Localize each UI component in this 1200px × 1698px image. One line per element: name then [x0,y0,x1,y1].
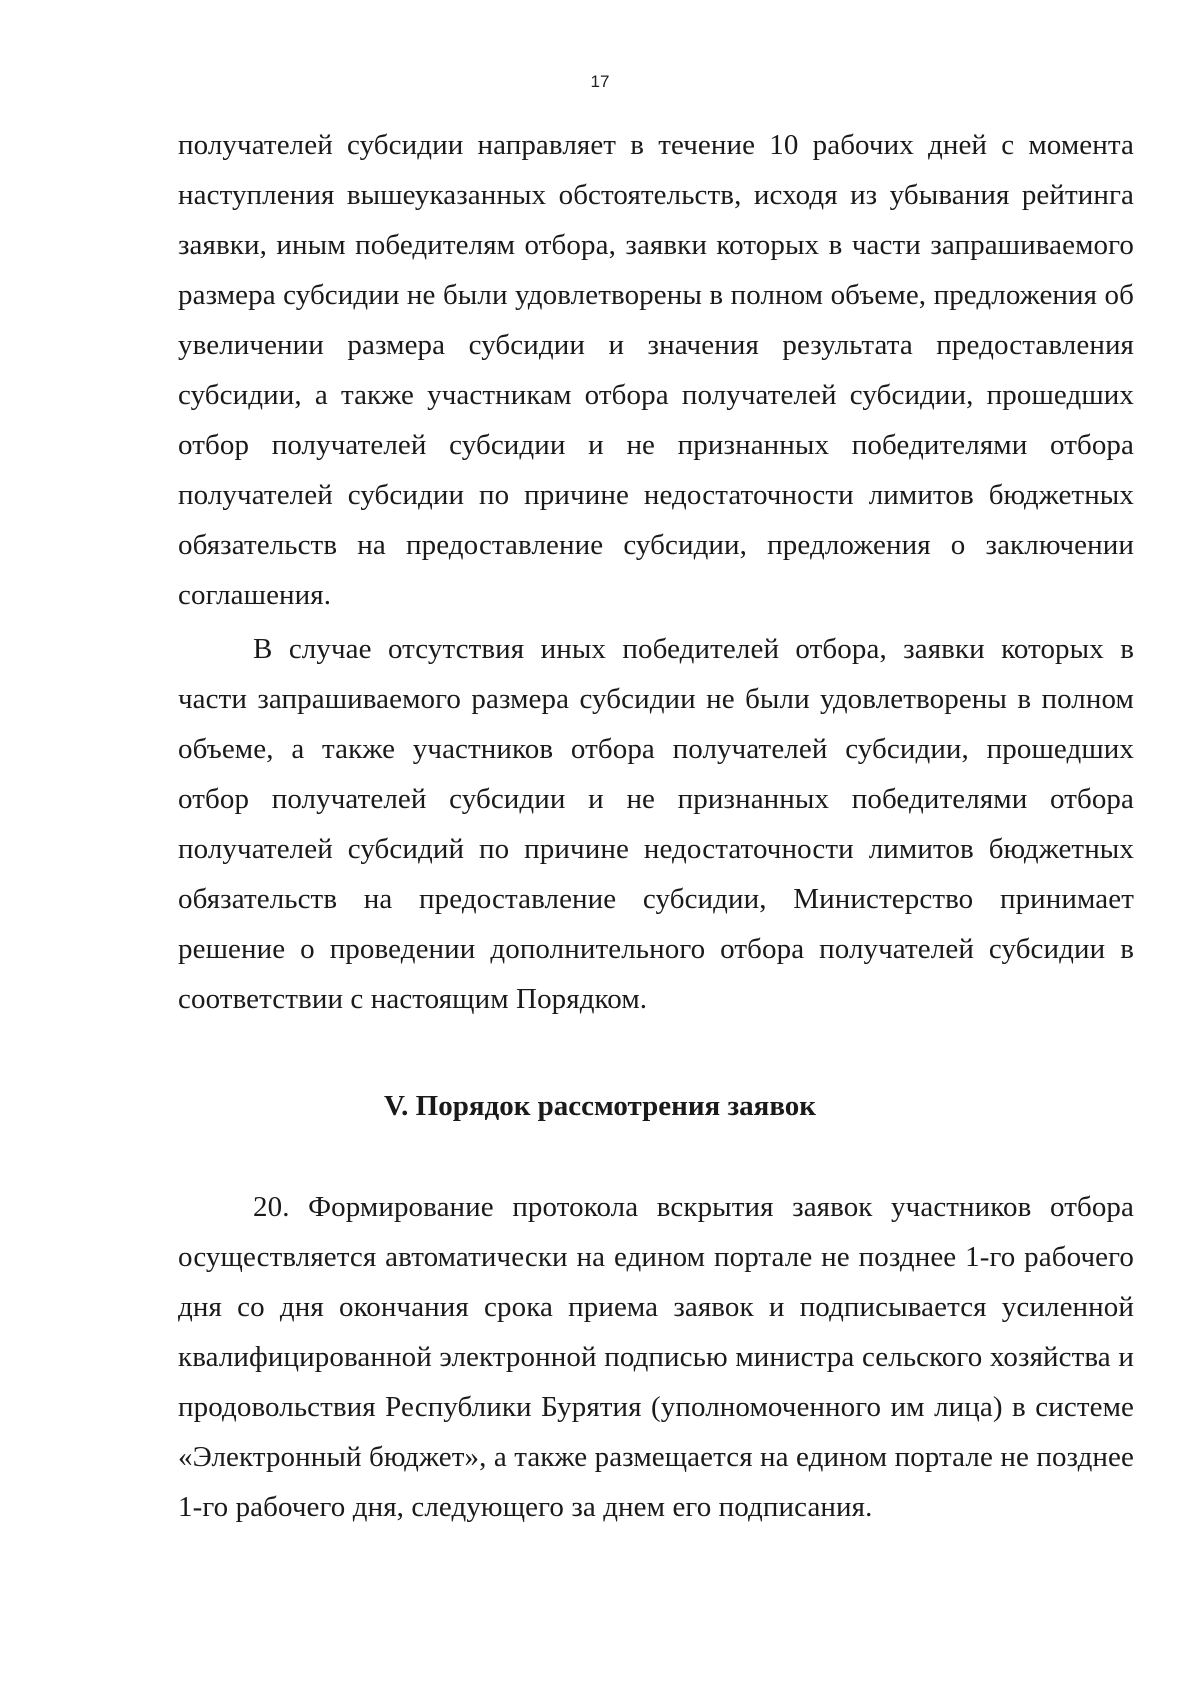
paragraph-item-20 [178,1182,1134,1532]
section-heading: V. Порядок рассмотрения заявок [383,1090,817,1122]
paragraph-text: получателей субсидии направляет в течение 10 рабочих дней с момента наступления вышеуказанных обстоятельств, исходя из убывания рейтинга заявки, иным победителям отбора, заявки которых в части запрашиваемого размера субсидии не были удовлетворены в полном объеме, предложения об увеличении размера субсидии и значения результата предоставления субсидии, а также участникам отбора получателей субсидии, прошедших отбор получателей субсидии и не признанных победителями отбора получателей субсидии по причине недостаточности лимитов бюджетных обязательств на предоставление субсидии, предложения о заключении соглашения. [178,129,1134,611]
paragraph-text: В случае отсутствия иных победителей отбора, заявки которых в части запрашиваемого размера субсидии не были удовлетворены в полном объеме, а также участников отбора получателей субсидии, прошедших отбор получателей субсидии и не признанных победителями отбора получателей субсидий по причине недостаточности лимитов бюджетных обязательств на предоставление субсидии, Министерство принимает решение о проведении дополнительного отбора получателей субсидии в соответствии с настоящим Порядком. [178,633,1134,1015]
page-number: 17 [590,72,610,91]
paragraph-continuation [178,120,1134,620]
paragraph-text: 20. Формирование протокола вскрытия заявок участников отбора осуществляется автоматически на едином портале не позднее 1-го рабочего дня со дня окончания срока приема заявок и подписывается усиленной квалифицированной электронной подписью министра сельского хозяйства и продовольствия Республики Бурятия (уполномоченного им лица) в системе «Электронный бюджет», а также размещается на едином портале не позднее 1-го рабочего дня, следующего за днем его подписания. [178,1191,1134,1523]
paragraph-no-other-winners [178,624,1134,1024]
